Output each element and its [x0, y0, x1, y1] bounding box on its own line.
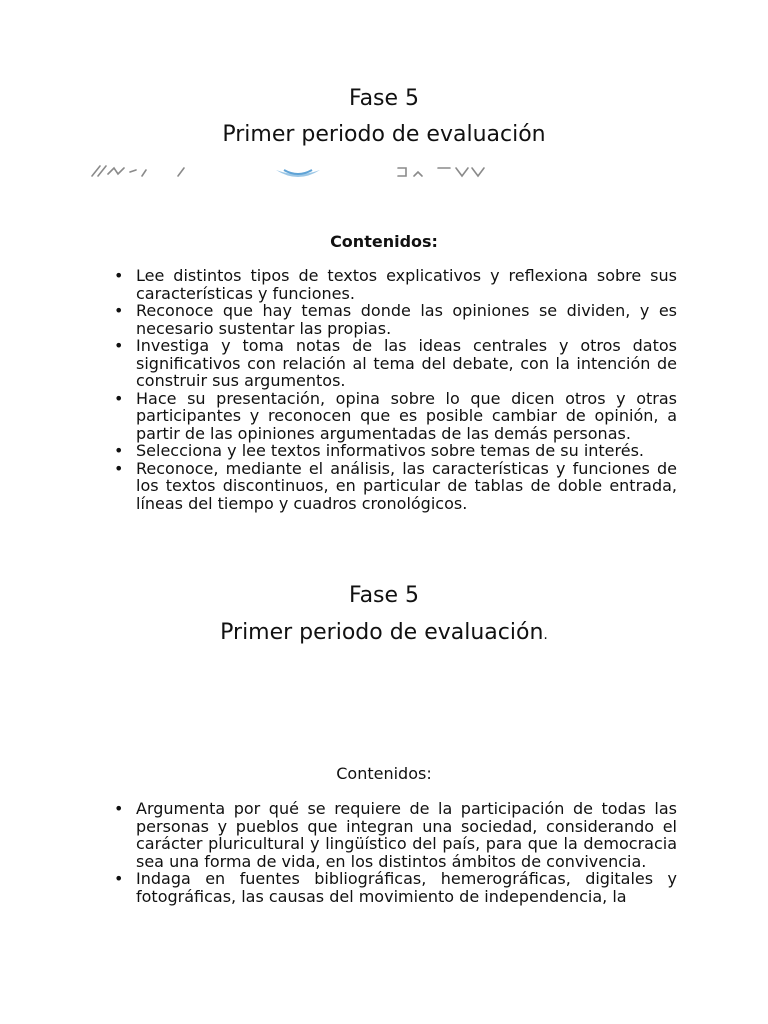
list-item: • Argumenta por qué se requiere de la participación de todas las personas y pueblos que integran una sociedad, considerando el carácter pluricultural y lingüístico del país, para que la democracia sea una forma de vida, en los distintos ámbitos de convivencia. [112, 800, 677, 870]
list-item: • Indaga en fuentes bibliográficas, hemerográficas, digitales y fotográficas, las causas del movimiento de independencia, la [112, 870, 677, 905]
contents-heading: Contenidos: [330, 232, 438, 251]
list-item: • Lee distintos tipos de textos explicativos y reflexiona sobre sus características y funciones. [112, 267, 677, 302]
cropped-logo-strip-image [88, 158, 508, 182]
list-item: • Reconoce, mediante el análisis, las características y funciones de los textos discontinuos, en particular de tablas de doble entrada, líneas del tiempo y cuadros cronológicos. [112, 460, 677, 513]
list-item: • Reconoce que hay temas donde las opiniones se dividen, y es necesario sustentar las propias. [112, 302, 677, 337]
contents-heading: Contenidos: [336, 764, 432, 783]
period-title: Primer periodo de evaluación [222, 122, 546, 147]
list-item: • Selecciona y lee textos informativos sobre temas de su interés. [112, 442, 677, 460]
list-item: • Investiga y toma notas de las ideas centrales y otros datos significativos con relación al tema del debate, con la intención de construir sus argumentos. [112, 337, 677, 390]
phase-title: Fase 5 [348, 86, 420, 111]
period-title [0, 620, 768, 648]
period-title-text: Primer periodo de evaluación [220, 620, 544, 645]
list-item: • Hace su presentación, opina sobre lo que dicen otros y otras participantes y reconocen que es posible cambiar de opinión, a partir de las opiniones argumentadas de las demás personas. [112, 390, 677, 443]
period-title-suffix: . [543, 627, 548, 643]
phase-title: Fase 5 [348, 583, 420, 608]
contents-list [112, 267, 677, 512]
contents-list [112, 800, 677, 905]
